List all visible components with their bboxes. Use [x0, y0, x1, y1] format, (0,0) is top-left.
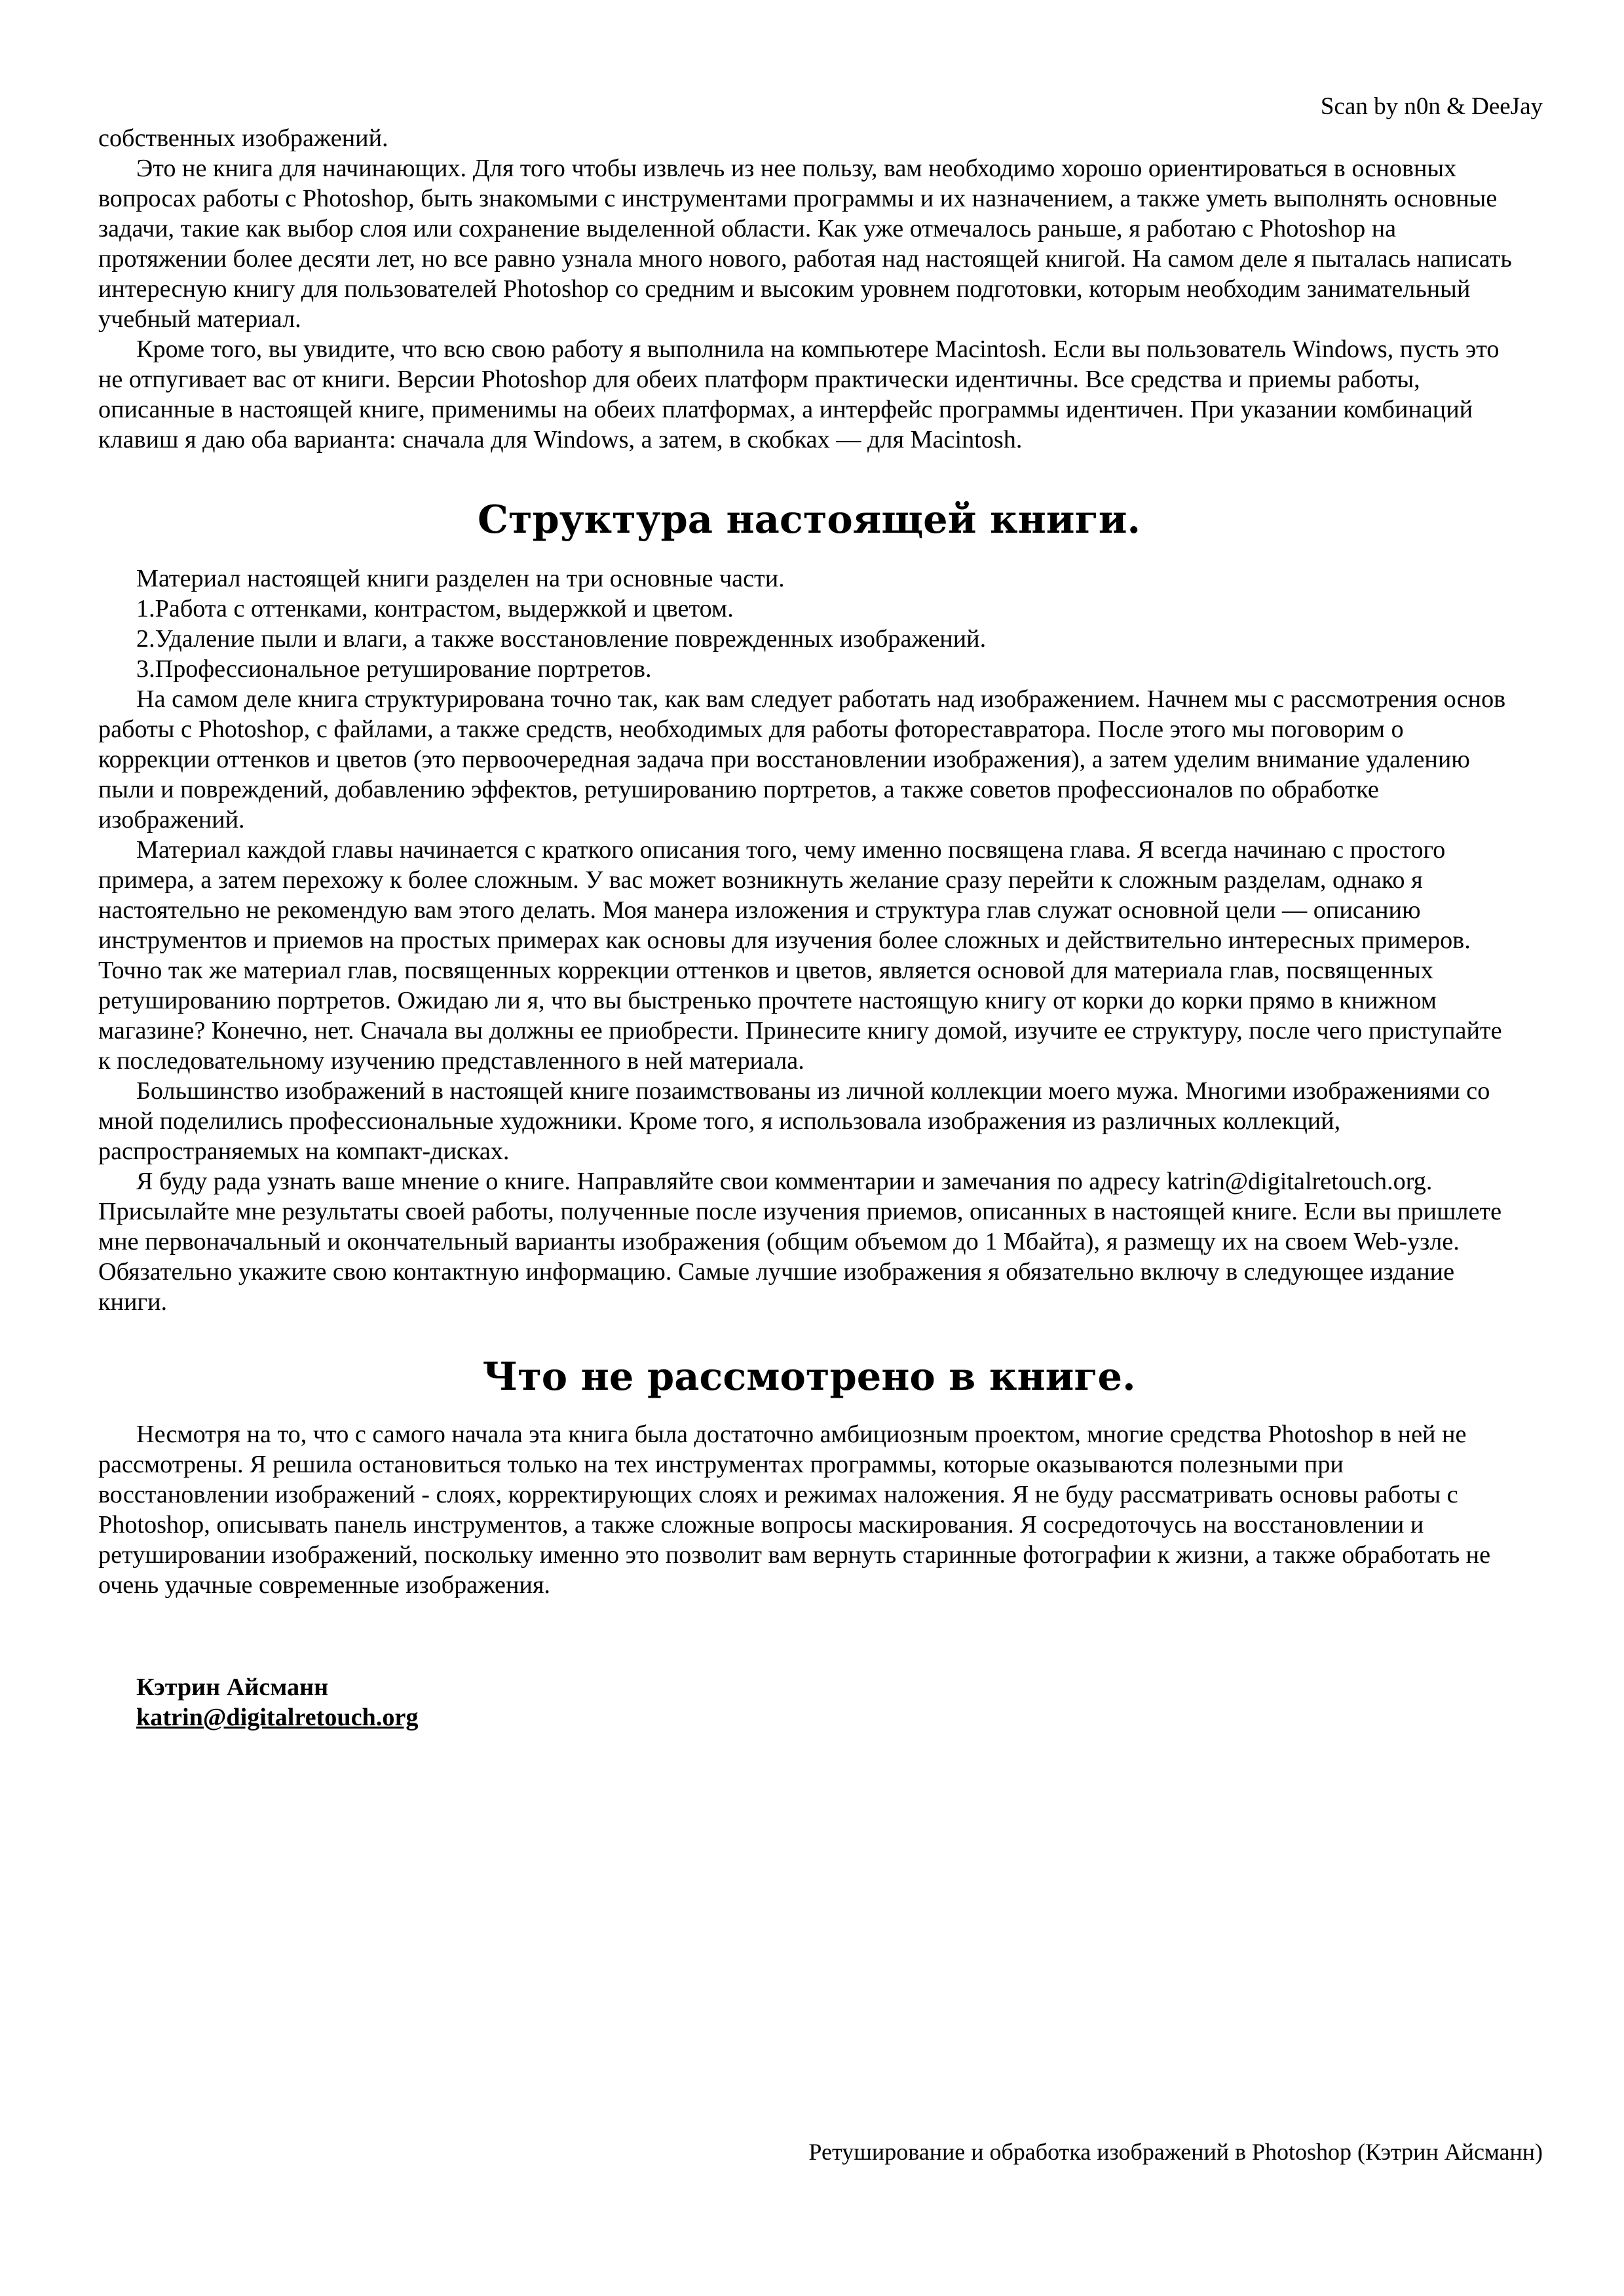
- structure-part-2: 2.Удаление пыли и влаги, а также восстановление поврежденных изображений.: [136, 625, 987, 653]
- intro-paragraph-1: Это не книга для начинающих. Для того чтобы извлечь из нее пользу, вам необходимо хорошо ориентироваться в основных вопросах работы с Photoshop, быть знакомыми с инструментами программы и их назначением, а также уметь выполнять основные задачи, такие как выбор слоя или сохранение выделенной области. Как уже отмечалось раньше, я работаю с Photoshop на протяжении более десяти лет, но все равно узнала много нового, работая над настоящей книгой. На самом деле я пыталась написать интересную книгу для пользователей Photoshop со средним и высоким уровнем подготовки, которым необходим занимательный учебный материал.: [98, 155, 1512, 333]
- structure-paragraph-1: На самом деле книга структурирована точно так, как вам следует работать над изображением. Начнем мы с рассмотрения основ работы с Photoshop, с файлами, а также средств, необходимых для работы фотореставратора. После этого мы поговорим о коррекции оттенков и цветов (это первоочередная задача при восстановлении изображения), а затем уделим внимание удалению пыли и повреждений, добавлению эффектов, ретушированию портретов, а также советов профессионалов по обработке изображений.: [98, 685, 1506, 833]
- running-footer: Ретуширование и обработка изображений в Photoshop (Кэтрин Айсманн): [808, 2139, 1543, 2165]
- intro-carryover-text: собственных изображений.: [98, 124, 388, 152]
- structure-part-1: 1.Работа с оттенками, контрастом, выдержкой и цветом.: [136, 595, 734, 622]
- structure-part-3: 3.Профессиональное ретуширование портретов.: [136, 655, 652, 683]
- author-email-link[interactable]: katrin@digitalretouch.org: [136, 1704, 419, 1731]
- structure-paragraph-2: Материал каждой главы начинается с краткого описания того, чему именно посвящена глава. Я всегда начинаю с простого примера, а затем перехожу к более сложным. У вас может возникнуть желание сразу перейти к сложным разделам, однако я настоятельно не рекомендую вам этого делать. Моя манера изложения и структура глав служат основной цели — описанию инструментов и приемов на простых примерах как основы для изучения более сложных и действительно интересных примеров. Точно так же материал глав, посвященных коррекции оттенков и цветов, является основой для материала глав, посвященных ретушированию портретов. Ожидаю ли я, что вы быстренько прочтете настоящую книгу от корки до корки прямо в книжном магазине? Конечно, нет. Сначала вы должны ее приобрести. Принесите книгу домой, изучите ее структуру, после чего приступайте к последовательному изучению представленного в ней материала.: [98, 836, 1502, 1075]
- structure-paragraph-4: Я буду рада узнать ваше мнение о книге. Направляйте свои комментарии и замечания по адресу katrin@digitalretouch.org. Присылайте мне результаты своей работы, полученные после изучения приемов, описанных в настоящей книге. Если вы пришлете мне первоначальный и окончательный варианты изображения (общим объемом до 1 Мбайта), я размещу их на своем Web-узле. Обязательно укажите свою контактную информацию. Самые лучшие изображения я обязательно включу в следующее издание книги.: [98, 1168, 1502, 1316]
- scan-credit: Scan by n0n & DeeJay: [1320, 93, 1543, 120]
- structure-paragraph-3: Большинство изображений в настоящей книге позаимствованы из личной коллекции моего мужа. Многими изображениями со мной поделились профессиональные художники. Кроме того, я использовала изображения из различных коллекций, распространяемых на компакт-дисках.: [98, 1077, 1490, 1165]
- structure-lead: Материал настоящей книги разделен на три основные части.: [136, 565, 785, 592]
- document-body: [98, 123, 1520, 1732]
- signature-block: [98, 1672, 1520, 1732]
- intro-paragraph-2: Кроме того, вы увидите, что всю свою работу я выполнила на компьютере Macintosh. Если вы пользователь Windows, пусть это не отпугивает вас от книги. Версии Photoshop для обеих платформ практически идентичны. Все средства и приемы работы, описанные в настоящей книге, применимы на обеих платформах, а интерфейс программы идентичен. При указании комбинаций клавиш я даю оба варианта: сначала для Windows, а затем, в скобках — для Macintosh.: [98, 335, 1500, 453]
- not-covered-paragraph: Несмотря на то, что с самого начала эта книга была достаточно амбициозным проектом, многие средства Photoshop в ней не рассмотрены. Я решила остановиться только на тех инструментах программы, которые оказываются полезными при восстановлении изображений - слоях, корректирующих слоях и режимах наложения. Я не буду рассматривать основы работы с Photoshop, описывать панель инструментов, а также сложные вопросы маскирования. Я сосредоточусь на восстановлении и ретушировании изображений, поскольку именно это позволит вам вернуть старинные фотографии к жизни, а также обработать не очень удачные современные изображения.: [98, 1421, 1491, 1599]
- author-name: Кэтрин Айсманн: [136, 1674, 329, 1701]
- structure-heading: Структура настоящей книги.: [477, 497, 1141, 542]
- not-covered-heading: Что не рассмотрено в книге.: [482, 1354, 1136, 1399]
